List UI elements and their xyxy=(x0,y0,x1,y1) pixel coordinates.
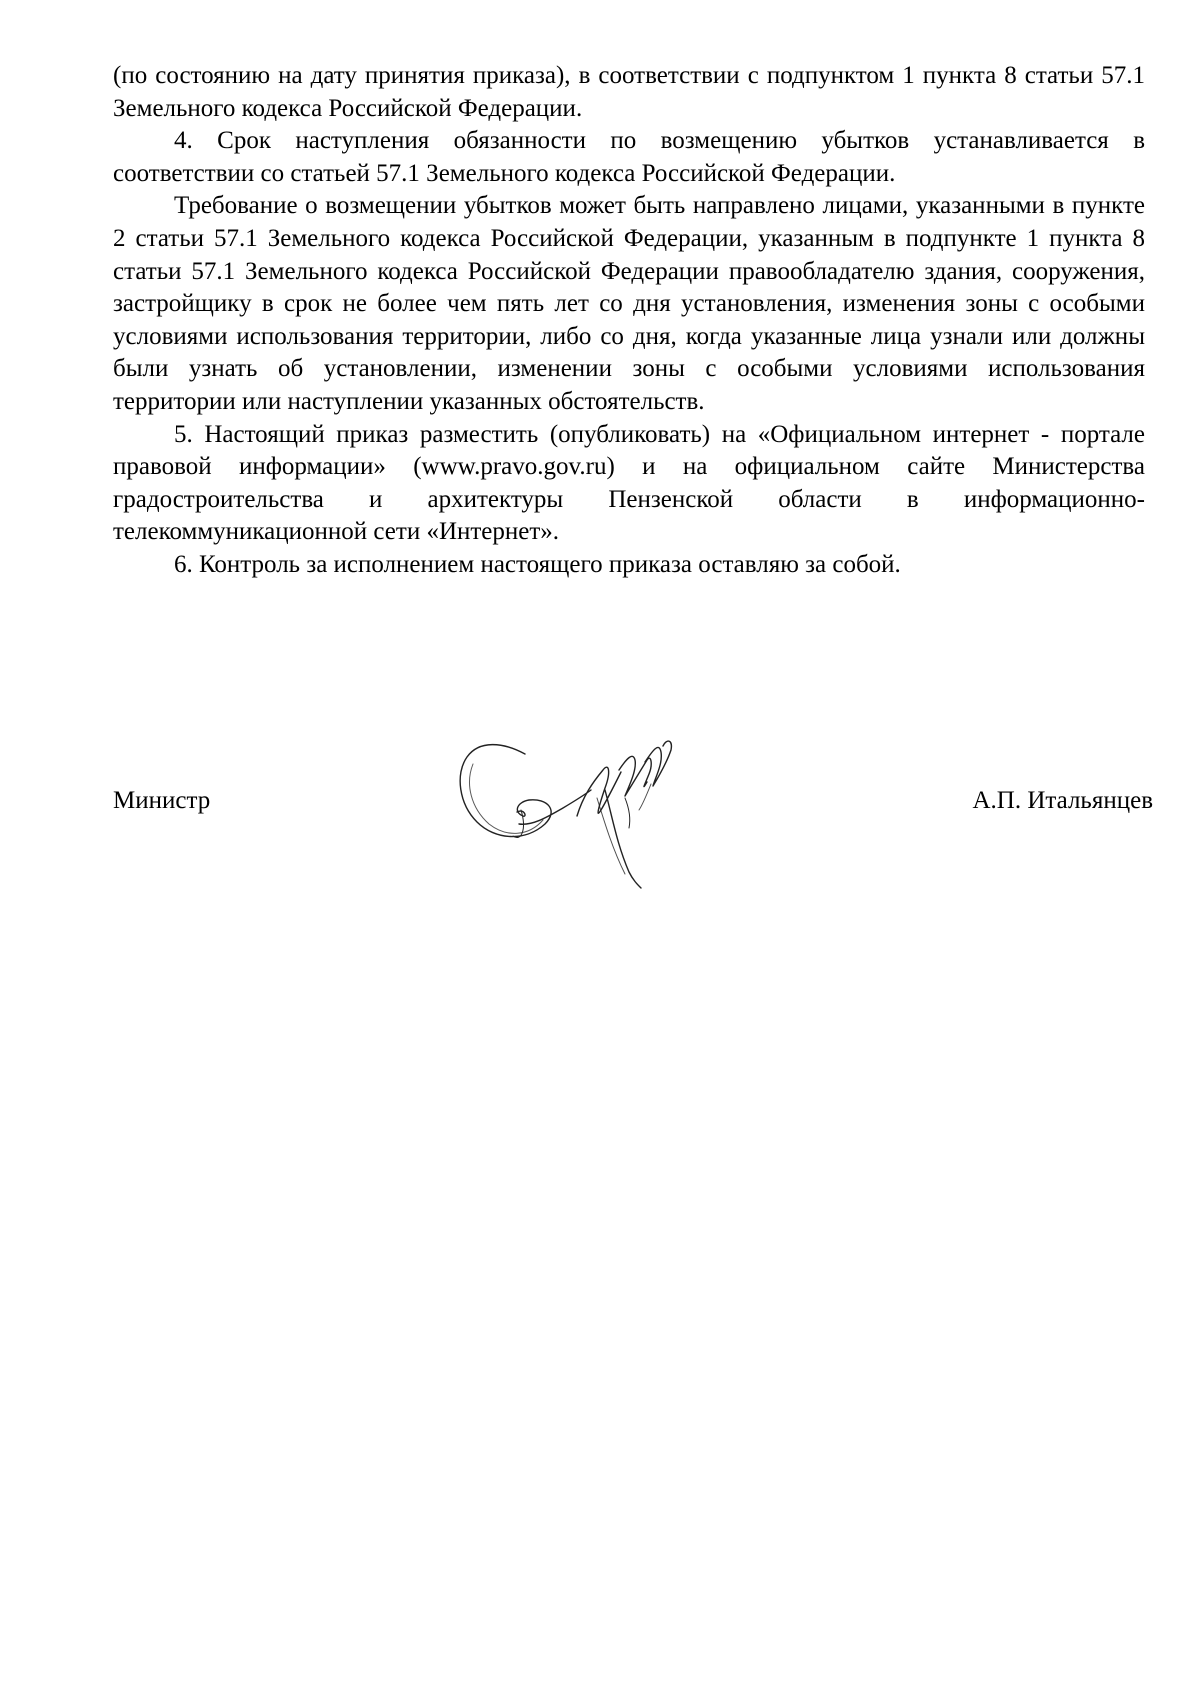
paragraph-damages-claim: Требование о возмещении убытков может быть направлено лицами, указанными в пункте 2 статьи 57.1 Земельного кодекса Российской Федерации, указанным в подпункте 1 пункта 8 статьи 57.1 Земельного кодекса Российской Федерации правообладателю здания, сооружения, застройщику в срок не более чем пять лет со дня установления, изменения зоны с особыми условиями использования территории, либо со дня, когда указанные лица узнали или должны были узнать об установлении, изменении зоны с особыми условиями использования территории или наступлении указанных обстоятельств. xyxy=(113,192,1145,415)
paragraph-item-6: 6. Контроль за исполнением настоящего приказа оставляю за собой. xyxy=(174,550,901,578)
document-body xyxy=(113,60,1145,582)
paragraph-continuation: (по состоянию на дату принятия приказа), в соответствии с подпунктом 1 пункта 8 статьи 57.1 Земельного кодекса Российской Федерации. xyxy=(113,62,1145,122)
paragraph-item-5: 5. Настоящий приказ разместить (опубликовать) на «Официальном интернет - портале правовой информации» (www.pravo.gov.ru) и на официальном сайте Министерства градостроительства и архитектуры Пензенской области в информационно-телекоммуникационной сети «Интернет». xyxy=(113,420,1145,546)
paragraph-item-4: 4. Срок наступления обязанности по возмещению убытков устанавливается в соответствии со статьей 57.1 Земельного кодекса Российской Федерации. xyxy=(113,127,1145,187)
handwritten-signature xyxy=(455,712,710,892)
signatory-name: А.П. Итальянцев xyxy=(972,787,1153,814)
signatory-title: Министр xyxy=(113,787,211,814)
